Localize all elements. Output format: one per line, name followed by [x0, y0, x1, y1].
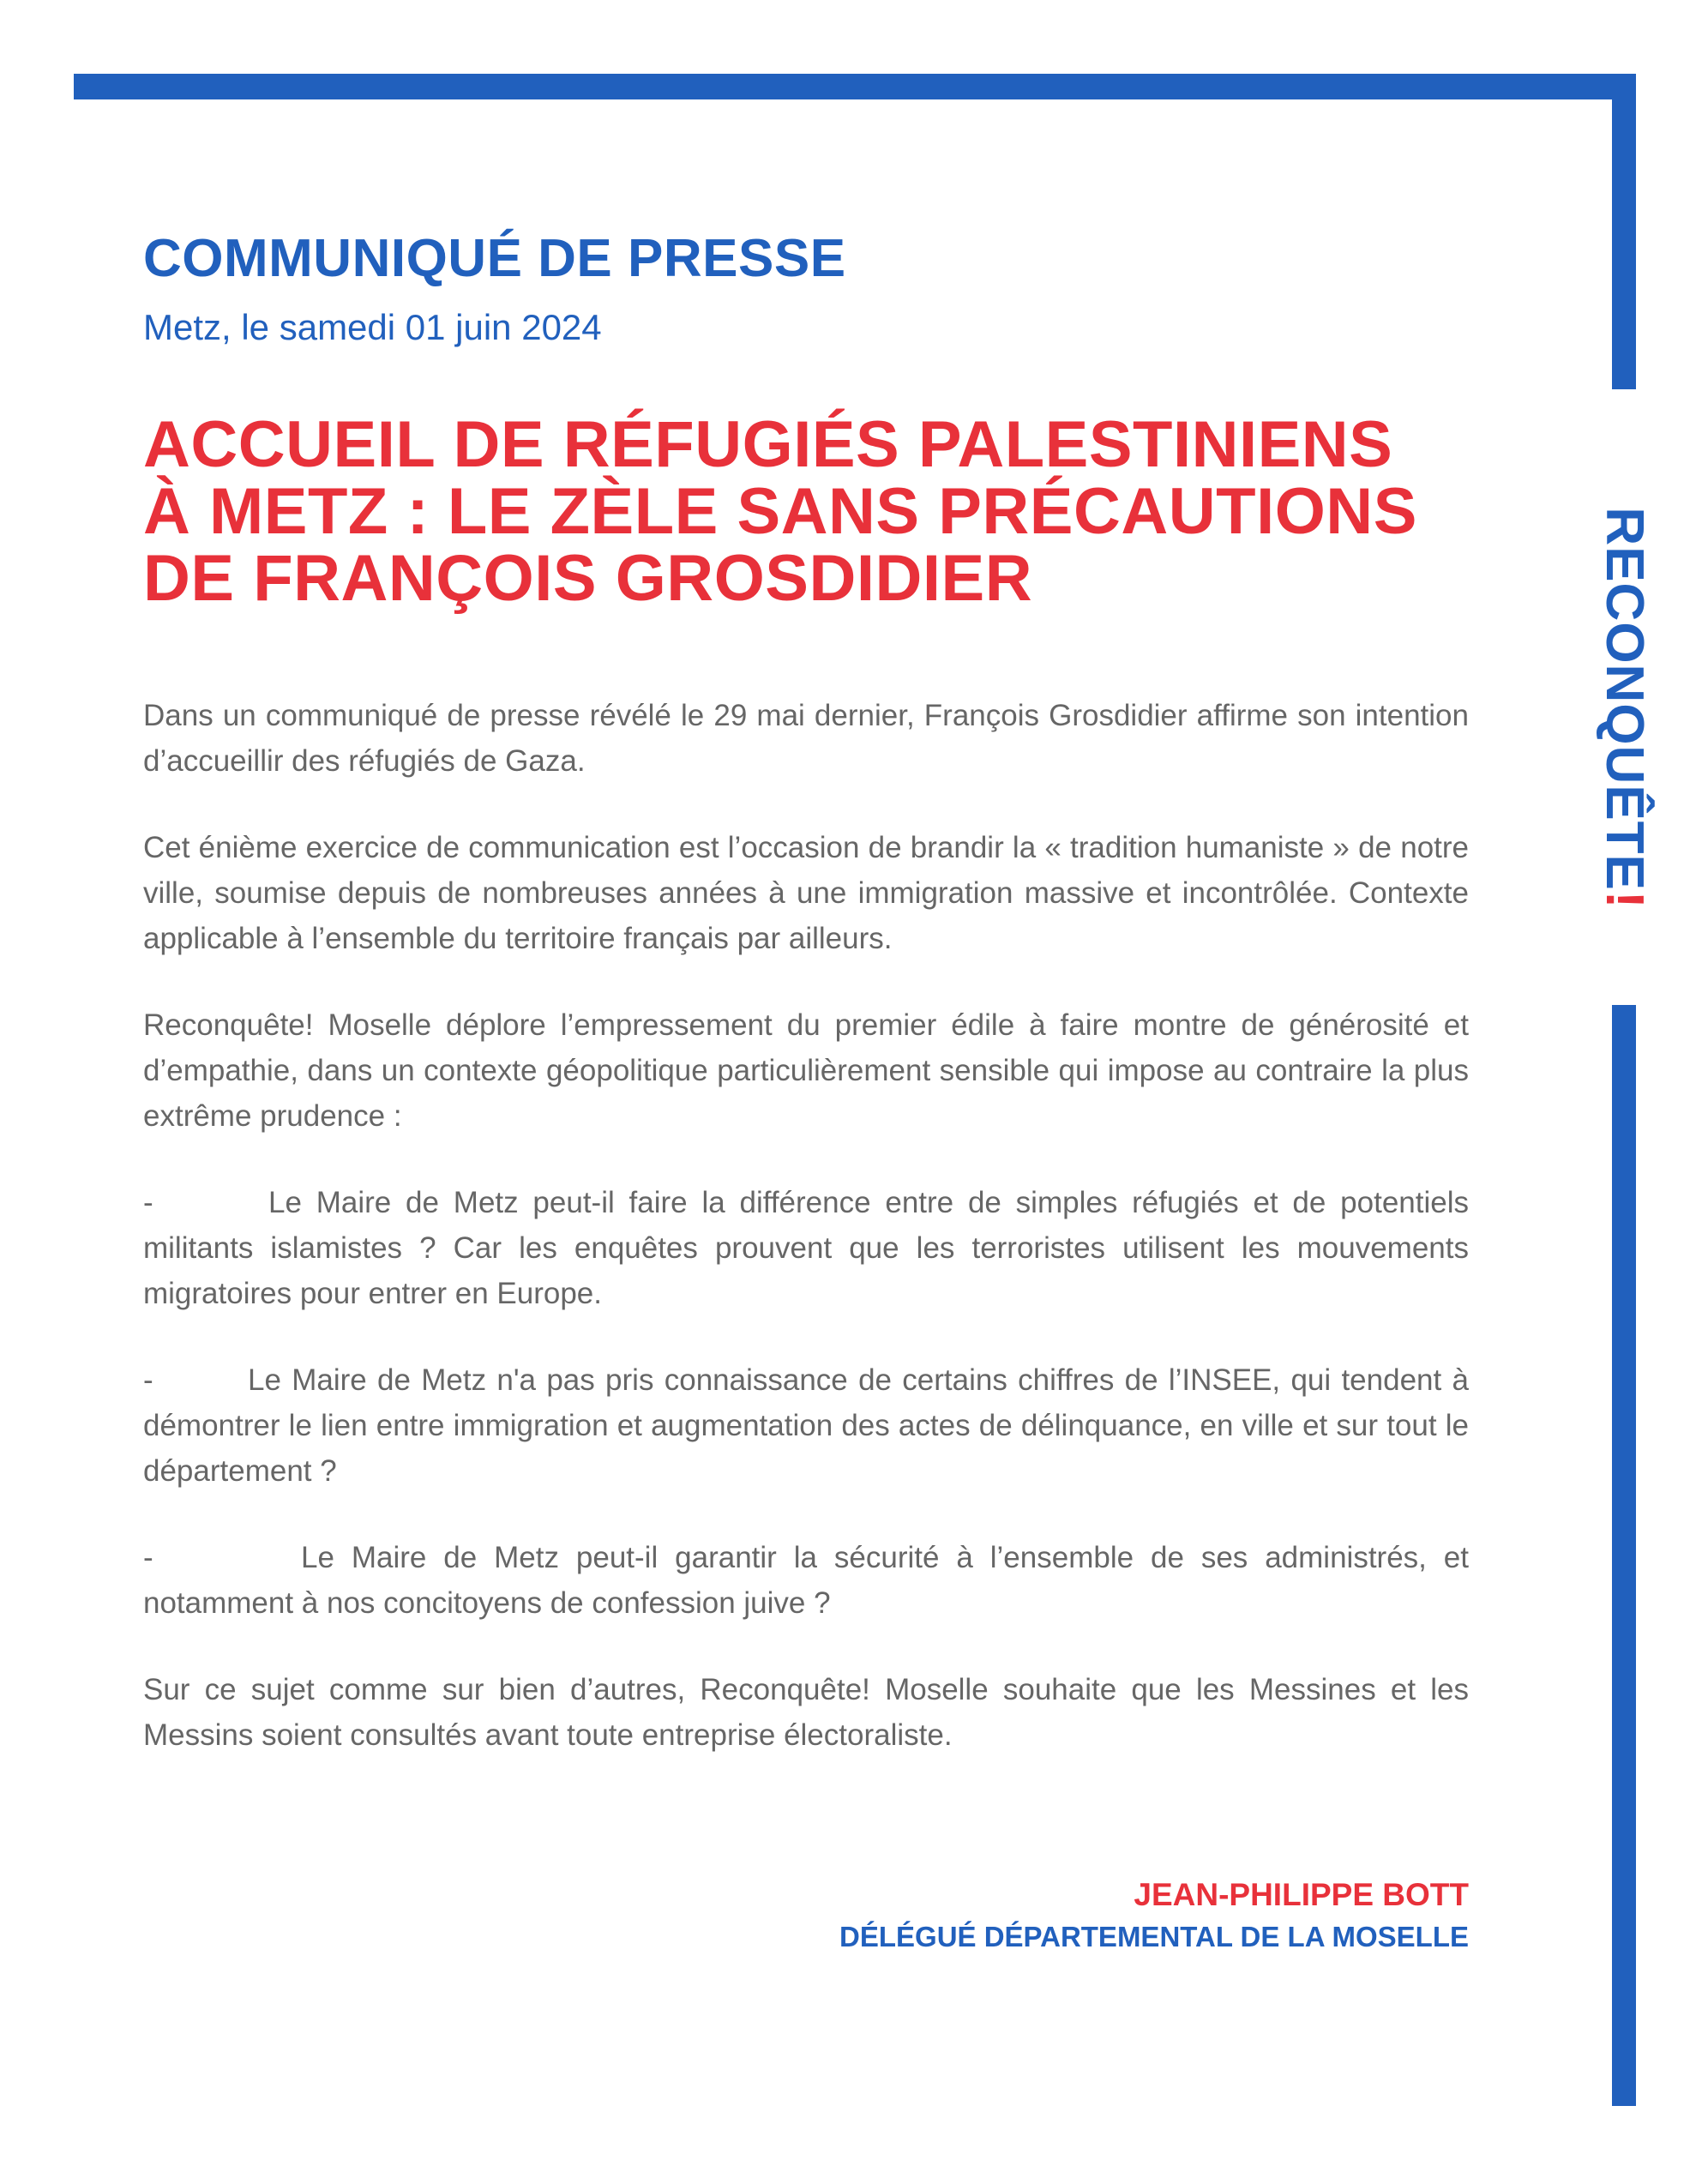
body-text — [143, 693, 1469, 1799]
press-release-label: COMMUNIQUÉ DE PRESSE — [143, 229, 846, 288]
bullet-item-1 — [143, 1180, 1469, 1316]
headline-line-2: À METZ : LE ZÈLE SANS PRÉCAUTIONS — [143, 475, 1417, 548]
frame-right-bar-upper — [1612, 74, 1636, 389]
bullet-marker: - — [143, 1541, 153, 1574]
headline-line-3: DE FRANÇOIS GROSDIDIER — [143, 542, 1033, 615]
brand-logo — [1595, 507, 1654, 910]
bullet-item-2 — [143, 1357, 1469, 1494]
paragraph-2: Cet énième exercice de communication est l’occasion de brandir la « tradition humaniste » de notre ville, soumise depuis de nombreuses années à une immigration massive et incontrôlée. Contexte applicable à l’ensemble du territoire français par ailleurs. — [143, 831, 1469, 955]
press-release-date: Metz, le samedi 01 juin 2024 — [143, 307, 602, 347]
bullet-marker: - — [143, 1363, 153, 1397]
paragraph-3: Reconquête! Moselle déplore l’empressement du premier édile à faire montre de générosité et d’empathie, dans un contexte géopolitique particulièrement sensible qui impose au contraire la plus extrême prudence : — [143, 1008, 1469, 1133]
brand-logo-text: RECONQUÊTE — [1595, 507, 1654, 891]
frame-top-bar — [74, 74, 1636, 99]
paragraph-1: Dans un communiqué de presse révélé le 29 mai dernier, François Grosdidier affirme son intention d’accueillir des réfugiés de Gaza. — [143, 699, 1469, 778]
bullet-marker: - — [143, 1186, 153, 1219]
signatory-title: DÉLÉGUÉ DÉPARTEMENTAL DE LA MOSELLE — [839, 1921, 1469, 1953]
frame-right-bar-lower — [1612, 1005, 1636, 2106]
paragraph-4: Sur ce sujet comme sur bien d’autres, Reconquête! Moselle souhaite que les Messines et les Messins soient consultés avant toute entreprise électoraliste. — [143, 1673, 1469, 1752]
brand-logo-exclamation: ! — [1595, 890, 1654, 910]
headline — [143, 408, 1532, 615]
bullet-text-3: Le Maire de Metz peut-il garantir la sécurité à l’ensemble de ses administrés, et notamment à nos concitoyens de confession juive ? — [143, 1541, 1469, 1620]
bullet-item-3 — [143, 1535, 1469, 1626]
signature-block — [772, 1874, 1469, 1958]
headline-line-1: ACCUEIL DE RÉFUGIÉS PALESTINIENS — [143, 408, 1393, 481]
signatory-name: JEAN-PHILIPPE BOTT — [1134, 1877, 1469, 1912]
bullet-text-1: Le Maire de Metz peut-il faire la différence entre de simples réfugiés et de potentiels militants islamistes ? Car les enquêtes prouvent que les terroristes utilisent les mouvements migratoires pour entrer en Europe. — [143, 1186, 1469, 1310]
bullet-text-2: Le Maire de Metz n'a pas pris connaissance de certains chiffres de l’INSEE, qui tendent à démontrer le lien entre immigration et augmentation des actes de délinquance, en ville et sur tout le département ? — [143, 1363, 1469, 1488]
